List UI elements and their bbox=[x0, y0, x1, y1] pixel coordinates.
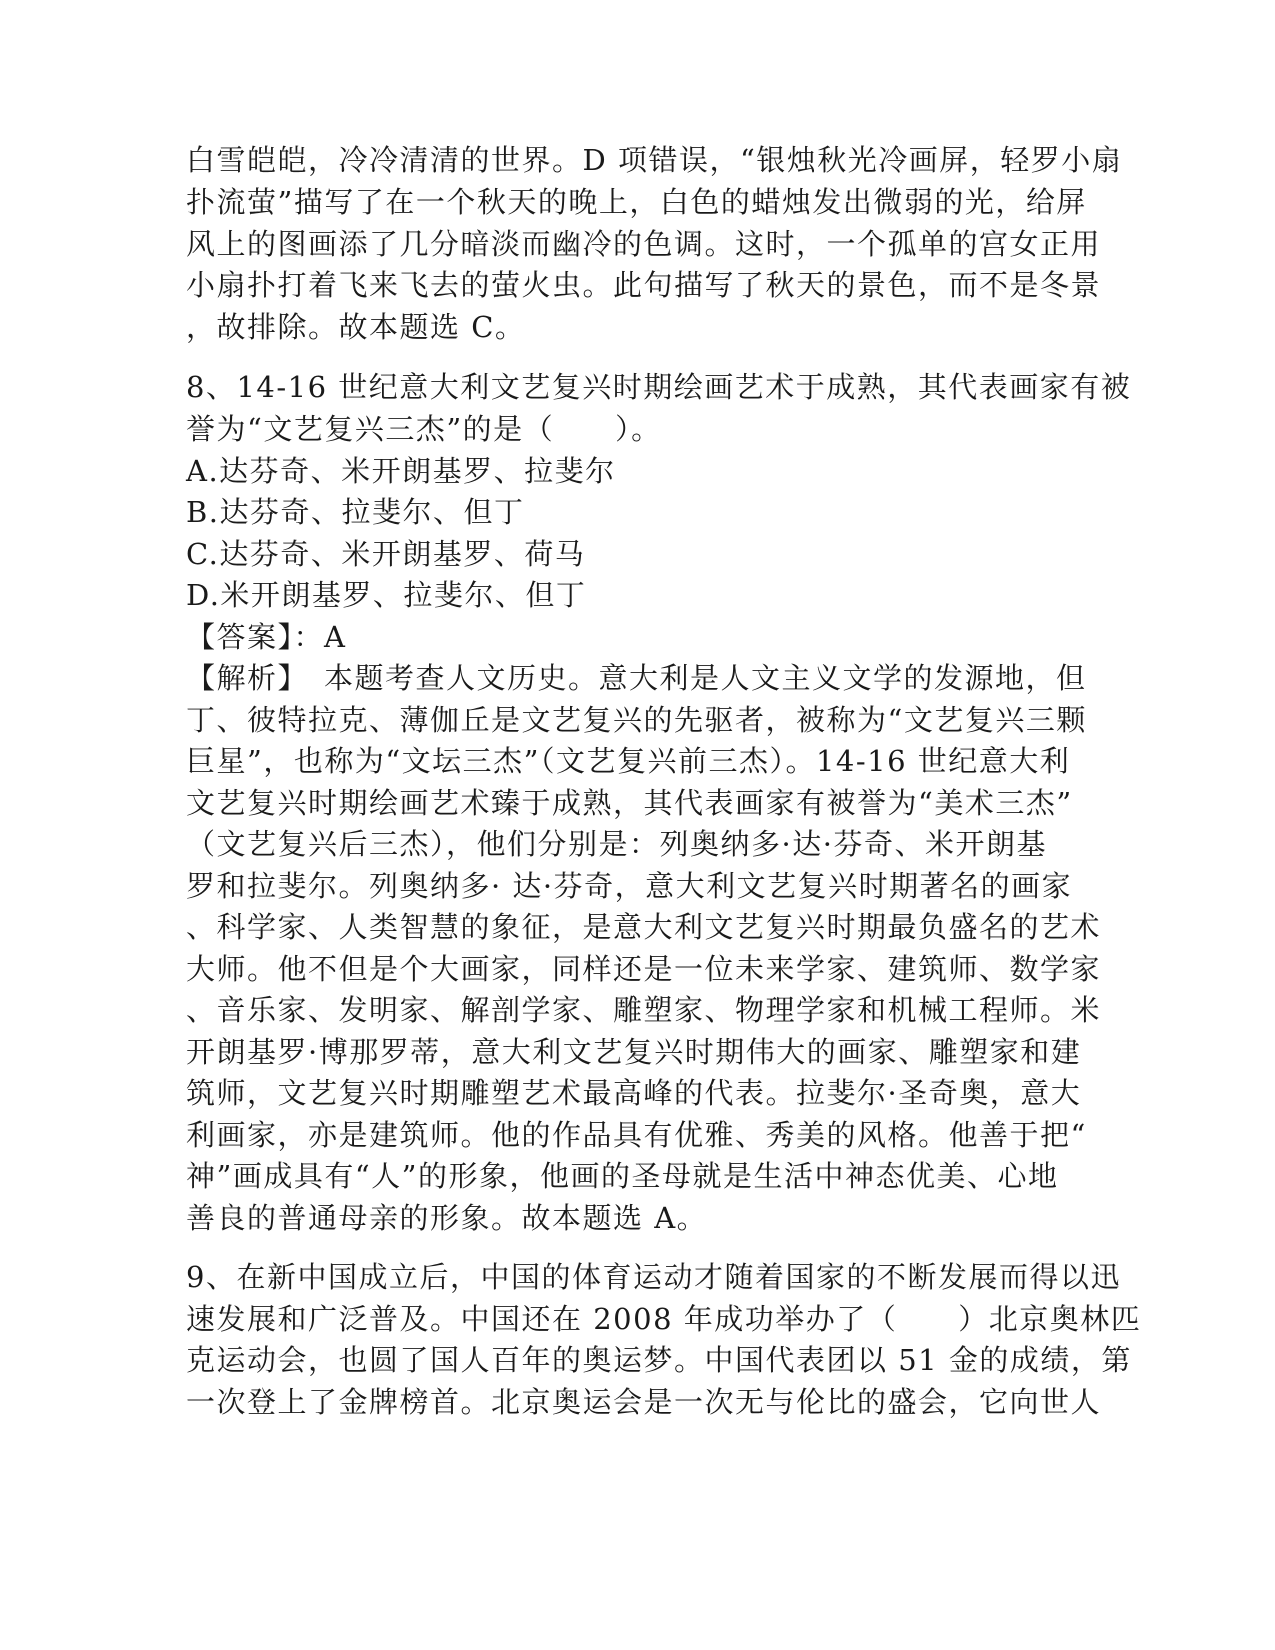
text-line: 巨星”，也称为“文坛三杰”（文艺复兴前三杰）。14-16 世纪意大利 bbox=[186, 744, 1071, 778]
answer-label: 【答案】：A bbox=[186, 620, 347, 654]
question-stem: 8、14-16 世纪意大利文艺复兴时期绘画艺术于成熟，其代表画家有被 bbox=[186, 370, 1132, 404]
question-stem: 誉为“文艺复兴三杰”的是（ ）。 bbox=[186, 412, 662, 446]
text-line: 善良的普通母亲的形象。故本题选 A。 bbox=[186, 1201, 708, 1235]
text-line: 白雪皑皑，冷冷清清的世界。D 项错误，“银烛秋光冷画屏，轻罗小扇 bbox=[186, 143, 1123, 177]
text-line: 罗和拉斐尔。列奥纳多· 达·芬奇，意大利文艺复兴时期著名的画家 bbox=[186, 869, 1073, 903]
text-line: （文艺复兴后三杰），他们分别是：列奥纳多·达·芬奇、米开朗基 bbox=[186, 827, 1047, 861]
text-line: ，故排除。故本题选 C。 bbox=[186, 310, 526, 344]
text-line: 筑师，文艺复兴时期雕塑艺术最高峰的代表。拉斐尔·圣奇奥，意大 bbox=[186, 1076, 1082, 1110]
question-stem: 克运动会，也圆了国人百年的奥运梦。中国代表团以 51 金的成绩，第 bbox=[186, 1343, 1132, 1377]
text-line: 大师。他不但是个大画家，同样还是一位未来学家、建筑师、数学家 bbox=[186, 952, 1102, 986]
option-c: C.达芬奇、米开朗基罗、荷马 bbox=[186, 537, 586, 571]
option-a: A.达芬奇、米开朗基罗、拉斐尔 bbox=[186, 454, 616, 488]
text-line: 神”画成具有“人”的形象，他画的圣母就是生活中神态优美、心地 bbox=[186, 1159, 1059, 1193]
text-line: 利画家，亦是建筑师。他的作品具有优雅、秀美的风格。他善于把“ bbox=[186, 1118, 1087, 1152]
text-line: 文艺复兴时期绘画艺术臻于成熟，其代表画家有被誉为“美术三杰” bbox=[186, 786, 1073, 820]
text-line: 【解析】 本题考查人文历史。意大利是人文主义文学的发源地，但 bbox=[186, 661, 1087, 695]
text-line: 风上的图画添了几分暗淡而幽冷的色调。这时，一个孤单的宫女正用 bbox=[186, 227, 1102, 261]
option-b: B.达芬奇、拉斐尔、但丁 bbox=[186, 495, 525, 529]
option-d: D.米开朗基罗、拉斐尔、但丁 bbox=[186, 578, 587, 612]
text-line: 、音乐家、发明家、解剖学家、雕塑家、物理学家和机械工程师。米 bbox=[186, 993, 1102, 1027]
question-stem: 速发展和广泛普及。中国还在 2008 年成功举办了（ ）北京奥林匹 bbox=[186, 1302, 1142, 1336]
text-line: 、科学家、人类智慧的象征，是意大利文艺复兴时期最负盛名的艺术 bbox=[186, 910, 1102, 944]
text-line: 丁、彼特拉克、薄伽丘是文艺复兴的先驱者，被称为“文艺复兴三颗 bbox=[186, 703, 1087, 737]
question-stem: 9、在新中国成立后，中国的体育运动才随着国家的不断发展而得以迅 bbox=[186, 1260, 1121, 1294]
text-line: 开朗基罗·博那罗蒂，意大利文艺复兴时期伟大的画家、雕塑家和建 bbox=[186, 1035, 1082, 1069]
question-stem: 一次登上了金牌榜首。北京奥运会是一次无与伦比的盛会，它向世人 bbox=[186, 1385, 1102, 1419]
text-line: 扑流萤”描写了在一个秋天的晚上，白色的蜡烛发出微弱的光，给屏 bbox=[186, 185, 1087, 219]
text-line: 小扇扑打着飞来飞去的萤火虫。此句描写了秋天的景色，而不是冬景 bbox=[186, 268, 1102, 302]
